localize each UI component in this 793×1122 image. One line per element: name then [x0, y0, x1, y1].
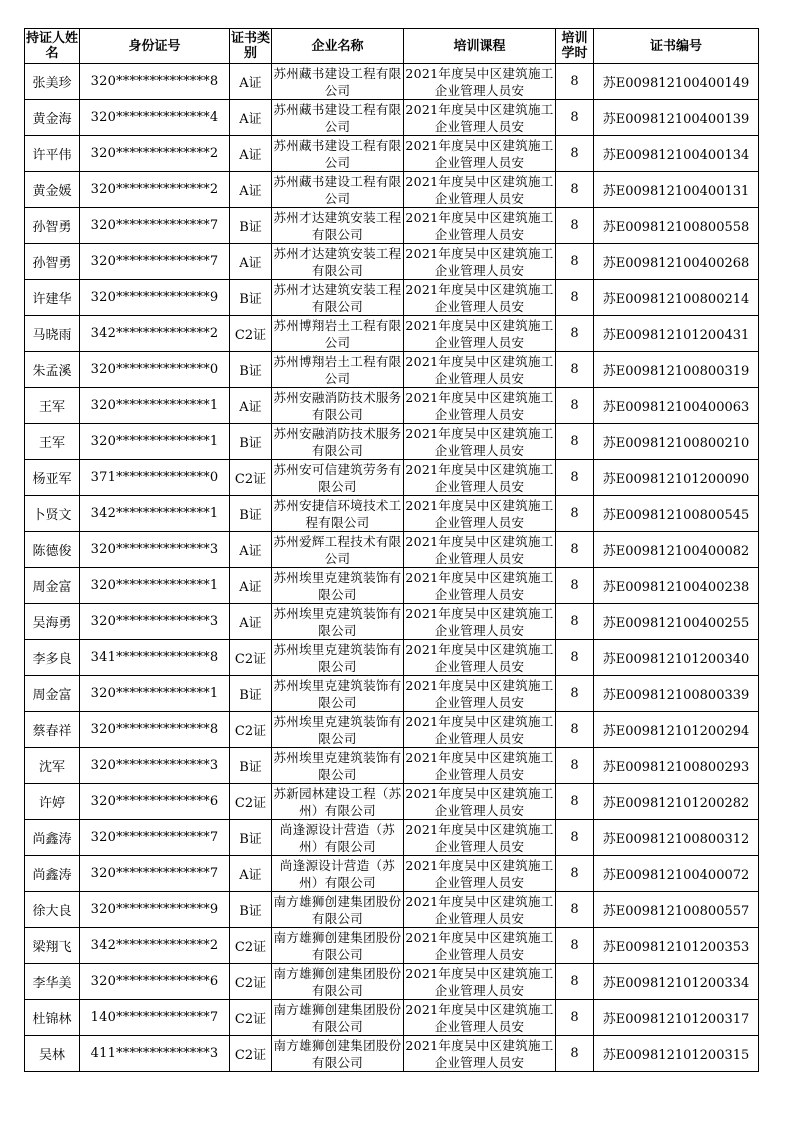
- training-course-cell-text: 2021年度吴中区建筑施工企业管理人员安: [405, 605, 554, 638]
- training-course-cell-text: 2021年度吴中区建筑施工企业管理人员安: [405, 569, 554, 602]
- holder-name-cell: 许建华: [25, 280, 80, 316]
- training-course-cell: [404, 172, 556, 208]
- header-training-hours: 培训学时: [556, 29, 594, 64]
- training-course-cell: [404, 1036, 556, 1072]
- training-course-cell: [404, 568, 556, 604]
- certificate-number-cell: 苏E009812100400149: [594, 64, 759, 100]
- training-course-cell: [404, 424, 556, 460]
- company-name-cell: [272, 964, 404, 1000]
- table-row: [25, 532, 759, 568]
- holder-name-cell: 周金富: [25, 676, 80, 712]
- certificate-number-cell: 苏E009812101200431: [594, 316, 759, 352]
- training-hours-cell: 8: [556, 280, 594, 316]
- holder-name-cell: 沈军: [25, 748, 80, 784]
- certificate-type-cell: A证: [230, 604, 272, 640]
- company-name-cell-text: 尚逢源设计营造（苏州）有限公司: [279, 821, 396, 854]
- id-number-cell: 320**************8: [80, 712, 230, 748]
- training-course-cell: [404, 640, 556, 676]
- certificate-number-cell: 苏E009812100400255: [594, 604, 759, 640]
- company-name-cell: [272, 928, 404, 964]
- certificate-type-cell: C2证: [230, 964, 272, 1000]
- training-course-cell: [404, 388, 556, 424]
- training-hours-cell: 8: [556, 712, 594, 748]
- company-name-cell-text: 苏州博翔岩土工程有限公司: [273, 317, 402, 350]
- holder-name-cell: 李华美: [25, 964, 80, 1000]
- company-name-cell-text: 苏州埃里克建筑装饰有限公司: [273, 641, 402, 674]
- certificate-number-cell: 苏E009812100800210: [594, 424, 759, 460]
- certificate-number-cell: 苏E009812100400131: [594, 172, 759, 208]
- training-hours-cell: 8: [556, 856, 594, 892]
- training-hours-cell: 8: [556, 892, 594, 928]
- table-row: [25, 244, 759, 280]
- certificate-number-cell: 苏E009812100800319: [594, 352, 759, 388]
- training-course-cell: [404, 712, 556, 748]
- holder-name-cell: 黄金海: [25, 100, 80, 136]
- training-course-cell: [404, 64, 556, 100]
- company-name-cell-text: 苏州才达建筑安装工程有限公司: [273, 281, 402, 314]
- id-number-cell: 342**************2: [80, 928, 230, 964]
- certificate-type-cell: C2证: [230, 640, 272, 676]
- training-hours-cell: 8: [556, 208, 594, 244]
- certificate-number-cell: 苏E009812100400268: [594, 244, 759, 280]
- table-row: [25, 604, 759, 640]
- certificate-number-cell: 苏E009812100800312: [594, 820, 759, 856]
- certificate-type-cell: A证: [230, 244, 272, 280]
- training-course-cell-text: 2021年度吴中区建筑施工企业管理人员安: [405, 425, 554, 458]
- certificate-type-cell: C2证: [230, 1000, 272, 1036]
- id-number-cell: 320**************6: [80, 784, 230, 820]
- certificate-number-cell: 苏E009812100400072: [594, 856, 759, 892]
- company-name-cell: [272, 604, 404, 640]
- table-row: [25, 712, 759, 748]
- training-hours-cell: 8: [556, 928, 594, 964]
- table-row: [25, 352, 759, 388]
- training-hours-cell: 8: [556, 496, 594, 532]
- certificate-type-cell: A证: [230, 64, 272, 100]
- company-name-cell: [272, 244, 404, 280]
- company-name-cell: [272, 712, 404, 748]
- certificate-type-cell: C2证: [230, 928, 272, 964]
- holder-name-cell: 陈德俊: [25, 532, 80, 568]
- header-id-number: 身份证号: [80, 29, 230, 64]
- company-name-cell: [272, 352, 404, 388]
- training-course-cell-text: 2021年度吴中区建筑施工企业管理人员安: [405, 389, 554, 422]
- table-row: [25, 856, 759, 892]
- training-course-cell: [404, 964, 556, 1000]
- training-hours-cell: 8: [556, 748, 594, 784]
- training-course-cell-text: 2021年度吴中区建筑施工企业管理人员安: [405, 353, 554, 386]
- training-hours-cell: 8: [556, 172, 594, 208]
- holder-name-cell: 王军: [25, 424, 80, 460]
- training-course-cell-text: 2021年度吴中区建筑施工企业管理人员安: [405, 101, 554, 134]
- table-row: [25, 172, 759, 208]
- id-number-cell: 320**************1: [80, 424, 230, 460]
- training-course-cell-text: 2021年度吴中区建筑施工企业管理人员安: [405, 785, 554, 818]
- header-training-course: 培训课程: [404, 29, 556, 64]
- company-name-cell-text: 苏州藏书建设工程有限公司: [273, 137, 402, 170]
- table-row: [25, 136, 759, 172]
- company-name-cell-text: 苏州安捷信环境技术工程有限公司: [273, 497, 402, 530]
- training-hours-cell: 8: [556, 532, 594, 568]
- certificate-number-cell: 苏E009812100400238: [594, 568, 759, 604]
- company-name-cell: [272, 280, 404, 316]
- training-course-cell: [404, 856, 556, 892]
- training-hours-cell: 8: [556, 244, 594, 280]
- holder-name-cell: 尚鑫涛: [25, 856, 80, 892]
- id-number-cell: 371**************0: [80, 460, 230, 496]
- table-row: [25, 892, 759, 928]
- company-name-cell: [272, 460, 404, 496]
- training-course-cell: [404, 136, 556, 172]
- training-course-cell: [404, 352, 556, 388]
- table-row: [25, 928, 759, 964]
- id-number-cell: 320**************0: [80, 352, 230, 388]
- certificate-number-cell: 苏E009812100400082: [594, 532, 759, 568]
- id-number-cell: 320**************8: [80, 64, 230, 100]
- holder-name-cell: 张美珍: [25, 64, 80, 100]
- certificate-type-cell: A证: [230, 856, 272, 892]
- training-course-cell: [404, 208, 556, 244]
- certificate-number-cell: 苏E009812101200294: [594, 712, 759, 748]
- company-name-cell-text: 南方雄狮创建集团股份有限公司: [273, 893, 402, 926]
- certificate-type-cell: C2证: [230, 784, 272, 820]
- training-course-cell-text: 2021年度吴中区建筑施工企业管理人员安: [405, 677, 554, 710]
- training-hours-cell: 8: [556, 1000, 594, 1036]
- certificate-number-cell: 苏E009812100800545: [594, 496, 759, 532]
- table-row: [25, 208, 759, 244]
- company-name-cell-text: 苏新园林建设工程（苏州）有限公司: [273, 785, 402, 818]
- company-name-cell: [272, 820, 404, 856]
- certificate-type-cell: A证: [230, 532, 272, 568]
- training-course-cell-text: 2021年度吴中区建筑施工企业管理人员安: [405, 1001, 554, 1034]
- table-row: [25, 424, 759, 460]
- certificate-number-cell: 苏E009812101200315: [594, 1036, 759, 1072]
- certificate-type-cell: A证: [230, 100, 272, 136]
- company-name-cell-text: 苏州博翔岩土工程有限公司: [273, 353, 402, 386]
- company-name-cell-text: 苏州才达建筑安装工程有限公司: [273, 209, 402, 242]
- table-row: [25, 784, 759, 820]
- training-hours-cell: 8: [556, 964, 594, 1000]
- holder-name-cell: 朱孟溪: [25, 352, 80, 388]
- id-number-cell: 342**************1: [80, 496, 230, 532]
- training-hours-cell: 8: [556, 604, 594, 640]
- training-course-cell-text: 2021年度吴中区建筑施工企业管理人员安: [405, 713, 554, 746]
- holder-name-cell: 黄金媛: [25, 172, 80, 208]
- training-course-cell: [404, 604, 556, 640]
- company-name-cell: [272, 532, 404, 568]
- id-number-cell: 320**************2: [80, 172, 230, 208]
- company-name-cell: [272, 100, 404, 136]
- company-name-cell: [272, 856, 404, 892]
- certificate-number-cell: 苏E009812101200317: [594, 1000, 759, 1036]
- certificate-type-cell: A证: [230, 172, 272, 208]
- holder-name-cell: 尚鑫涛: [25, 820, 80, 856]
- holder-name-cell: 梁翔飞: [25, 928, 80, 964]
- holder-name-cell: 马晓雨: [25, 316, 80, 352]
- table-row: [25, 964, 759, 1000]
- training-hours-cell: 8: [556, 820, 594, 856]
- training-course-cell: [404, 676, 556, 712]
- training-course-cell: [404, 496, 556, 532]
- certificate-number-cell: 苏E009812100800293: [594, 748, 759, 784]
- holder-name-cell: 卜贤文: [25, 496, 80, 532]
- certificate-number-cell: 苏E009812101200334: [594, 964, 759, 1000]
- training-course-cell-text: 2021年度吴中区建筑施工企业管理人员安: [405, 245, 554, 278]
- training-course-cell-text: 2021年度吴中区建筑施工企业管理人员安: [405, 857, 554, 890]
- table-row: [25, 100, 759, 136]
- certificate-type-cell: B证: [230, 424, 272, 460]
- holder-name-cell: 周金富: [25, 568, 80, 604]
- training-course-cell: [404, 280, 556, 316]
- header-holder-name: 持证人姓名: [25, 29, 80, 64]
- certificate-type-cell: B证: [230, 820, 272, 856]
- certificate-number-cell: 苏E009812101200282: [594, 784, 759, 820]
- id-number-cell: 320**************3: [80, 604, 230, 640]
- company-name-cell-text: 尚逢源设计营造（苏州）有限公司: [279, 857, 396, 890]
- company-name-cell-text: 苏州埃里克建筑装饰有限公司: [273, 569, 402, 602]
- training-course-cell: [404, 1000, 556, 1036]
- company-name-cell-text: 南方雄狮创建集团股份有限公司: [273, 929, 402, 962]
- id-number-cell: 320**************1: [80, 388, 230, 424]
- company-name-cell: [272, 892, 404, 928]
- training-hours-cell: 8: [556, 676, 594, 712]
- holder-name-cell: 徐大良: [25, 892, 80, 928]
- certificate-number-cell: 苏E009812100400063: [594, 388, 759, 424]
- certificate-number-cell: 苏E009812100800557: [594, 892, 759, 928]
- company-name-cell-text: 南方雄狮创建集团股份有限公司: [273, 1037, 402, 1070]
- training-course-cell: [404, 748, 556, 784]
- training-course-cell-text: 2021年度吴中区建筑施工企业管理人员安: [405, 281, 554, 314]
- company-name-cell-text: 苏州安可信建筑劳务有限公司: [273, 461, 402, 494]
- training-course-cell-text: 2021年度吴中区建筑施工企业管理人员安: [405, 137, 554, 170]
- training-hours-cell: 8: [556, 352, 594, 388]
- certificate-type-cell: B证: [230, 208, 272, 244]
- training-course-cell-text: 2021年度吴中区建筑施工企业管理人员安: [405, 209, 554, 242]
- certificate-type-cell: B证: [230, 352, 272, 388]
- company-name-cell-text: 南方雄狮创建集团股份有限公司: [273, 965, 402, 998]
- training-course-cell-text: 2021年度吴中区建筑施工企业管理人员安: [405, 317, 554, 350]
- company-name-cell: [272, 676, 404, 712]
- certificate-type-cell: C2证: [230, 460, 272, 496]
- table-row: [25, 496, 759, 532]
- company-name-cell-text: 苏州藏书建设工程有限公司: [273, 101, 402, 134]
- id-number-cell: 411**************3: [80, 1036, 230, 1072]
- id-number-cell: 320**************4: [80, 100, 230, 136]
- id-number-cell: 320**************1: [80, 676, 230, 712]
- holder-name-cell: 吴海勇: [25, 604, 80, 640]
- certificate-type-cell: B证: [230, 676, 272, 712]
- holder-name-cell: 吴林: [25, 1036, 80, 1072]
- company-name-cell-text: 苏州才达建筑安装工程有限公司: [273, 245, 402, 278]
- holder-name-cell: 杜锦林: [25, 1000, 80, 1036]
- training-hours-cell: 8: [556, 640, 594, 676]
- company-name-cell: [272, 1036, 404, 1072]
- certificate-type-cell: B证: [230, 748, 272, 784]
- id-number-cell: 320**************9: [80, 280, 230, 316]
- table-row: [25, 280, 759, 316]
- training-course-cell-text: 2021年度吴中区建筑施工企业管理人员安: [405, 173, 554, 206]
- table-row: [25, 1000, 759, 1036]
- certificate-number-cell: 苏E009812101200090: [594, 460, 759, 496]
- training-course-cell-text: 2021年度吴中区建筑施工企业管理人员安: [405, 497, 554, 530]
- training-course-cell-text: 2021年度吴中区建筑施工企业管理人员安: [405, 533, 554, 566]
- training-course-cell: [404, 316, 556, 352]
- id-number-cell: 320**************7: [80, 208, 230, 244]
- company-name-cell: [272, 64, 404, 100]
- certificate-type-cell: C2证: [230, 1036, 272, 1072]
- company-name-cell-text: 苏州埃里克建筑装饰有限公司: [273, 605, 402, 638]
- certificate-table: [24, 28, 759, 1072]
- certificate-number-cell: 苏E009812100800339: [594, 676, 759, 712]
- company-name-cell-text: 苏州埃里克建筑装饰有限公司: [273, 749, 402, 782]
- company-name-cell-text: 苏州埃里克建筑装饰有限公司: [273, 677, 402, 710]
- certificate-number-cell: 苏E009812100400139: [594, 100, 759, 136]
- holder-name-cell: 孙智勇: [25, 208, 80, 244]
- training-course-cell: [404, 100, 556, 136]
- company-name-cell: [272, 784, 404, 820]
- table-row: [25, 820, 759, 856]
- company-name-cell: [272, 640, 404, 676]
- id-number-cell: 320**************7: [80, 820, 230, 856]
- holder-name-cell: 孙智勇: [25, 244, 80, 280]
- training-course-cell-text: 2021年度吴中区建筑施工企业管理人员安: [405, 965, 554, 998]
- training-course-cell: [404, 820, 556, 856]
- table-row: [25, 748, 759, 784]
- header-certificate-number: 证书编号: [594, 29, 759, 64]
- table-row: [25, 568, 759, 604]
- training-hours-cell: 8: [556, 64, 594, 100]
- training-course-cell-text: 2021年度吴中区建筑施工企业管理人员安: [405, 1037, 554, 1070]
- training-course-cell-text: 2021年度吴中区建筑施工企业管理人员安: [405, 749, 554, 782]
- company-name-cell-text: 苏州安融消防技术服务有限公司: [273, 389, 402, 422]
- header-company-name: 企业名称: [272, 29, 404, 64]
- training-course-cell-text: 2021年度吴中区建筑施工企业管理人员安: [405, 65, 554, 98]
- training-hours-cell: 8: [556, 100, 594, 136]
- training-hours-cell: 8: [556, 388, 594, 424]
- company-name-cell-text: 苏州爱辉工程技术有限公司: [273, 533, 402, 566]
- training-hours-cell: 8: [556, 568, 594, 604]
- table-header-row: [25, 29, 759, 64]
- certificate-type-cell: B证: [230, 280, 272, 316]
- header-certificate-type: 证书类别: [230, 29, 272, 64]
- company-name-cell: [272, 136, 404, 172]
- table-body: [25, 64, 759, 1072]
- company-name-cell-text: 苏州埃里克建筑装饰有限公司: [273, 713, 402, 746]
- id-number-cell: 320**************2: [80, 136, 230, 172]
- training-course-cell: [404, 892, 556, 928]
- training-course-cell-text: 2021年度吴中区建筑施工企业管理人员安: [405, 641, 554, 674]
- training-course-cell: [404, 532, 556, 568]
- training-hours-cell: 8: [556, 1036, 594, 1072]
- company-name-cell: [272, 424, 404, 460]
- company-name-cell-text: 苏州藏书建设工程有限公司: [273, 65, 402, 98]
- company-name-cell: [272, 748, 404, 784]
- certificate-number-cell: 苏E009812101200353: [594, 928, 759, 964]
- table-row: [25, 460, 759, 496]
- certificate-number-cell: 苏E009812100800214: [594, 280, 759, 316]
- certificate-type-cell: C2证: [230, 712, 272, 748]
- table-row: [25, 1036, 759, 1072]
- training-course-cell: [404, 784, 556, 820]
- training-course-cell: [404, 460, 556, 496]
- training-hours-cell: 8: [556, 136, 594, 172]
- training-hours-cell: 8: [556, 316, 594, 352]
- certificate-number-cell: 苏E009812100800558: [594, 208, 759, 244]
- company-name-cell: [272, 568, 404, 604]
- holder-name-cell: 许婷: [25, 784, 80, 820]
- id-number-cell: 140**************7: [80, 1000, 230, 1036]
- training-course-cell: [404, 928, 556, 964]
- holder-name-cell: 李多良: [25, 640, 80, 676]
- id-number-cell: 320**************7: [80, 856, 230, 892]
- training-hours-cell: 8: [556, 460, 594, 496]
- certificate-number-cell: 苏E009812100400134: [594, 136, 759, 172]
- certificate-type-cell: A证: [230, 136, 272, 172]
- table-row: [25, 64, 759, 100]
- id-number-cell: 320**************6: [80, 964, 230, 1000]
- table-row: [25, 388, 759, 424]
- training-hours-cell: 8: [556, 784, 594, 820]
- training-course-cell: [404, 244, 556, 280]
- company-name-cell: [272, 496, 404, 532]
- id-number-cell: 320**************1: [80, 568, 230, 604]
- id-number-cell: 320**************7: [80, 244, 230, 280]
- id-number-cell: 342**************2: [80, 316, 230, 352]
- company-name-cell: [272, 388, 404, 424]
- company-name-cell: [272, 172, 404, 208]
- certificate-type-cell: A证: [230, 388, 272, 424]
- certificate-type-cell: A证: [230, 568, 272, 604]
- training-course-cell-text: 2021年度吴中区建筑施工企业管理人员安: [405, 929, 554, 962]
- company-name-cell: [272, 316, 404, 352]
- certificate-type-cell: B证: [230, 892, 272, 928]
- training-hours-cell: 8: [556, 424, 594, 460]
- company-name-cell-text: 苏州藏书建设工程有限公司: [273, 173, 402, 206]
- holder-name-cell: 许平伟: [25, 136, 80, 172]
- id-number-cell: 320**************3: [80, 748, 230, 784]
- company-name-cell-text: 南方雄狮创建集团股份有限公司: [273, 1001, 402, 1034]
- certificate-number-cell: 苏E009812101200340: [594, 640, 759, 676]
- training-course-cell-text: 2021年度吴中区建筑施工企业管理人员安: [405, 893, 554, 926]
- table-row: [25, 316, 759, 352]
- training-course-cell-text: 2021年度吴中区建筑施工企业管理人员安: [405, 461, 554, 494]
- table-row: [25, 676, 759, 712]
- certificate-type-cell: C2证: [230, 316, 272, 352]
- holder-name-cell: 蔡春祥: [25, 712, 80, 748]
- company-name-cell-text: 苏州安融消防技术服务有限公司: [273, 425, 402, 458]
- id-number-cell: 320**************9: [80, 892, 230, 928]
- table-row: [25, 640, 759, 676]
- holder-name-cell: 杨亚军: [25, 460, 80, 496]
- certificate-type-cell: B证: [230, 496, 272, 532]
- company-name-cell: [272, 1000, 404, 1036]
- id-number-cell: 341**************8: [80, 640, 230, 676]
- training-course-cell-text: 2021年度吴中区建筑施工企业管理人员安: [405, 821, 554, 854]
- holder-name-cell: 王军: [25, 388, 80, 424]
- id-number-cell: 320**************3: [80, 532, 230, 568]
- company-name-cell: [272, 208, 404, 244]
